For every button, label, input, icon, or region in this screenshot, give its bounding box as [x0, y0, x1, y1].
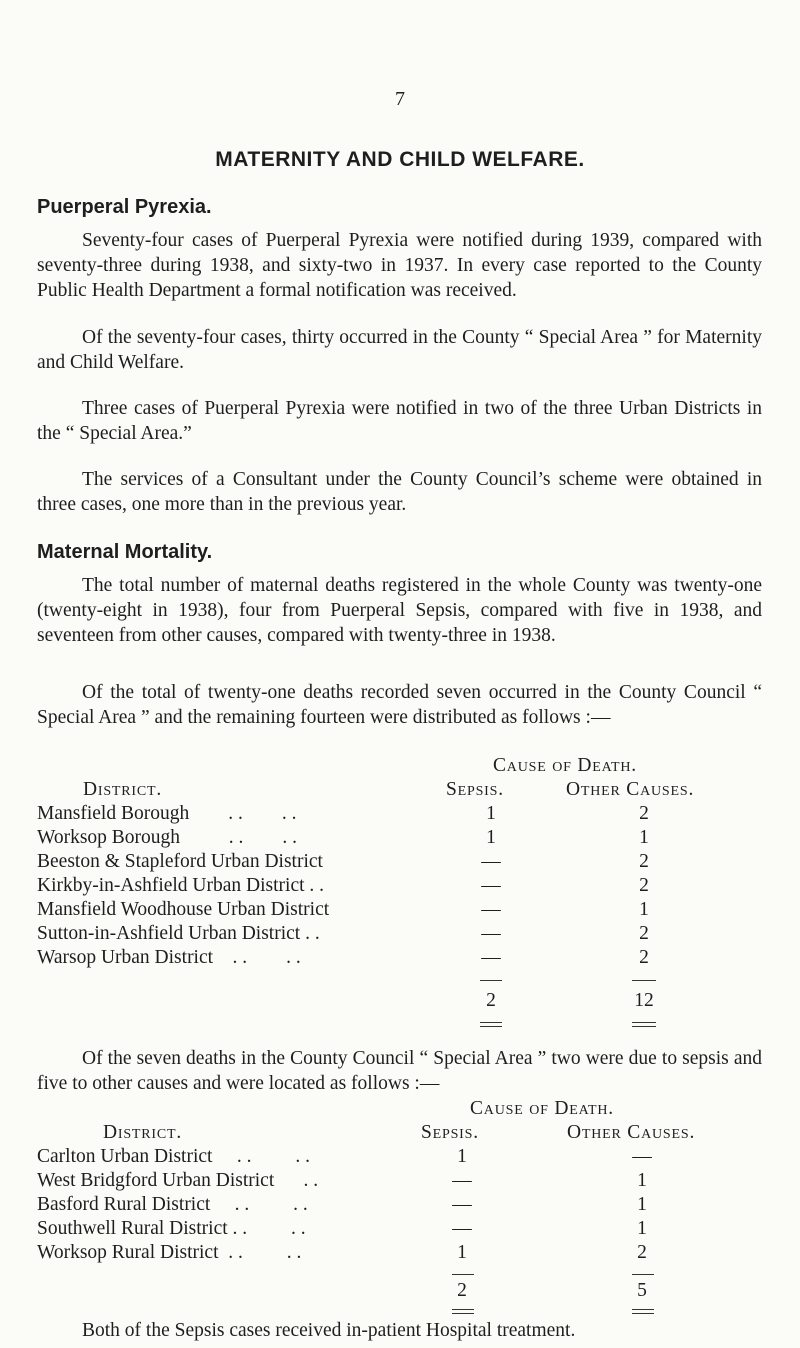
table2-row-other: 1: [637, 1170, 647, 1191]
table1-other-header: Other Causes.: [566, 779, 695, 800]
paragraph: Of the seventy-four cases, thirty occurred in the County “ Special Area ” for Maternity and Child Welfare.: [37, 327, 762, 373]
table1-sepsis-header: Sepsis.: [446, 779, 504, 800]
table1-row-other: 2: [639, 851, 649, 872]
table1-row-district: Sutton-in-Ashfield Urban District . .: [37, 923, 320, 944]
table2-row-other: —: [632, 1146, 652, 1167]
table1-row-other: 2: [639, 923, 649, 944]
table2-row-other: 1: [637, 1194, 647, 1215]
table1-row-other: 2: [639, 947, 649, 968]
paragraph: The total number of maternal deaths registered in the whole County was twenty-one (twenty-eight in 1938), four from Puerperal Sepsis, compared with five in 1938, and seventeen from other causes, compared with twenty-three in 1938.: [37, 575, 762, 646]
table2-row-sepsis: —: [452, 1194, 472, 1215]
paragraph: The services of a Consultant under the County Council’s scheme were obtained in three cases, one more than in the previous year.: [37, 469, 762, 515]
paragraph: Of the seven deaths in the County Council “ Special Area ” two were due to sepsis and five to other causes and were located as follows :—: [37, 1048, 762, 1094]
table1-row-sepsis: —: [481, 875, 501, 896]
paragraph: Seventy-four cases of Puerperal Pyrexia were notified during 1939, compared with seventy-three during 1938, and sixty-two in 1937. In every case reported to the County Public Health Department a formal notification was received.: [37, 230, 762, 301]
table1-row-district: Mansfield Borough . . . .: [37, 803, 297, 824]
table2-total-other: 5: [637, 1280, 647, 1301]
table2-row-district: Worksop Rural District . . . .: [37, 1242, 302, 1263]
paragraph: Three cases of Puerperal Pyrexia were notified in two of the three Urban Districts in the “ Special Area.”: [37, 398, 762, 444]
table1-row-district: Worksop Borough . . . .: [37, 827, 298, 848]
table2-cause-header: Cause of Death.: [470, 1098, 614, 1119]
table1-row-other: 1: [639, 899, 649, 920]
table1-other-rule: [632, 980, 656, 981]
table2-total-sepsis: 2: [457, 1280, 467, 1301]
table2-row-district: West Bridgford Urban District . .: [37, 1170, 319, 1191]
page-title: MATERNITY AND CHILD WELFARE.: [215, 148, 585, 171]
table1-row-other: 1: [639, 827, 649, 848]
table2-row-district: Basford Rural District . . . .: [37, 1194, 308, 1215]
table1-row-sepsis: —: [481, 947, 501, 968]
table2-row-sepsis: 1: [457, 1242, 467, 1263]
table2-row-other: 2: [637, 1242, 647, 1263]
section-heading-maternal-mortality: Maternal Mortality.: [37, 541, 213, 563]
table1-district-header: District.: [83, 779, 163, 800]
table2-other-double-rule: [632, 1309, 654, 1314]
table1-row-other: 2: [639, 875, 649, 896]
table1-row-other: 2: [639, 803, 649, 824]
table1-row-sepsis: —: [481, 899, 501, 920]
table2-district-header: District.: [103, 1122, 183, 1143]
table1-row-district: Beeston & Stapleford Urban District: [37, 851, 323, 872]
table2-row-sepsis: 1: [457, 1146, 467, 1167]
table2-row-sepsis: —: [452, 1170, 472, 1191]
table2-other-rule: [632, 1274, 654, 1275]
table1-row-district: Mansfield Woodhouse Urban District: [37, 899, 330, 920]
table1-total-sepsis: 2: [486, 990, 496, 1011]
table2-row-other: 1: [637, 1218, 647, 1239]
table2-sepsis-double-rule: [452, 1309, 474, 1314]
section-heading-puerperal-pyrexia: Puerperal Pyrexia.: [37, 196, 212, 218]
closing-paragraph: Both of the Sepsis cases received in-patient Hospital treatment.: [82, 1320, 576, 1341]
table2-row-district: Carlton Urban District . . . .: [37, 1146, 310, 1167]
page-number: 7: [395, 88, 405, 110]
table1-row-sepsis: 1: [486, 827, 496, 848]
table2-row-district: Southwell Rural District . . . .: [37, 1218, 306, 1239]
table2-sepsis-header: Sepsis.: [421, 1122, 479, 1143]
paragraph: Of the total of twenty-one deaths recorded seven occurred in the County Council “ Special Area ” and the remaining fourteen were distributed as follows :—: [37, 682, 762, 728]
table1-total-other: 12: [634, 990, 654, 1011]
table1-row-district: Kirkby-in-Ashfield Urban District . .: [37, 875, 325, 896]
table1-row-sepsis: 1: [486, 803, 496, 824]
table2-sepsis-rule: [452, 1274, 474, 1275]
table1-row-sepsis: —: [481, 923, 501, 944]
table2-row-sepsis: —: [452, 1218, 472, 1239]
table1-other-double-rule: [632, 1022, 656, 1027]
table1-row-district: Warsop Urban District . . . .: [37, 947, 301, 968]
table1-cause-header: Cause of Death.: [493, 755, 637, 776]
table1-row-sepsis: —: [481, 851, 501, 872]
table1-sepsis-rule: [480, 980, 502, 981]
table2-other-header: Other Causes.: [567, 1122, 696, 1143]
table1-sepsis-double-rule: [480, 1022, 502, 1027]
